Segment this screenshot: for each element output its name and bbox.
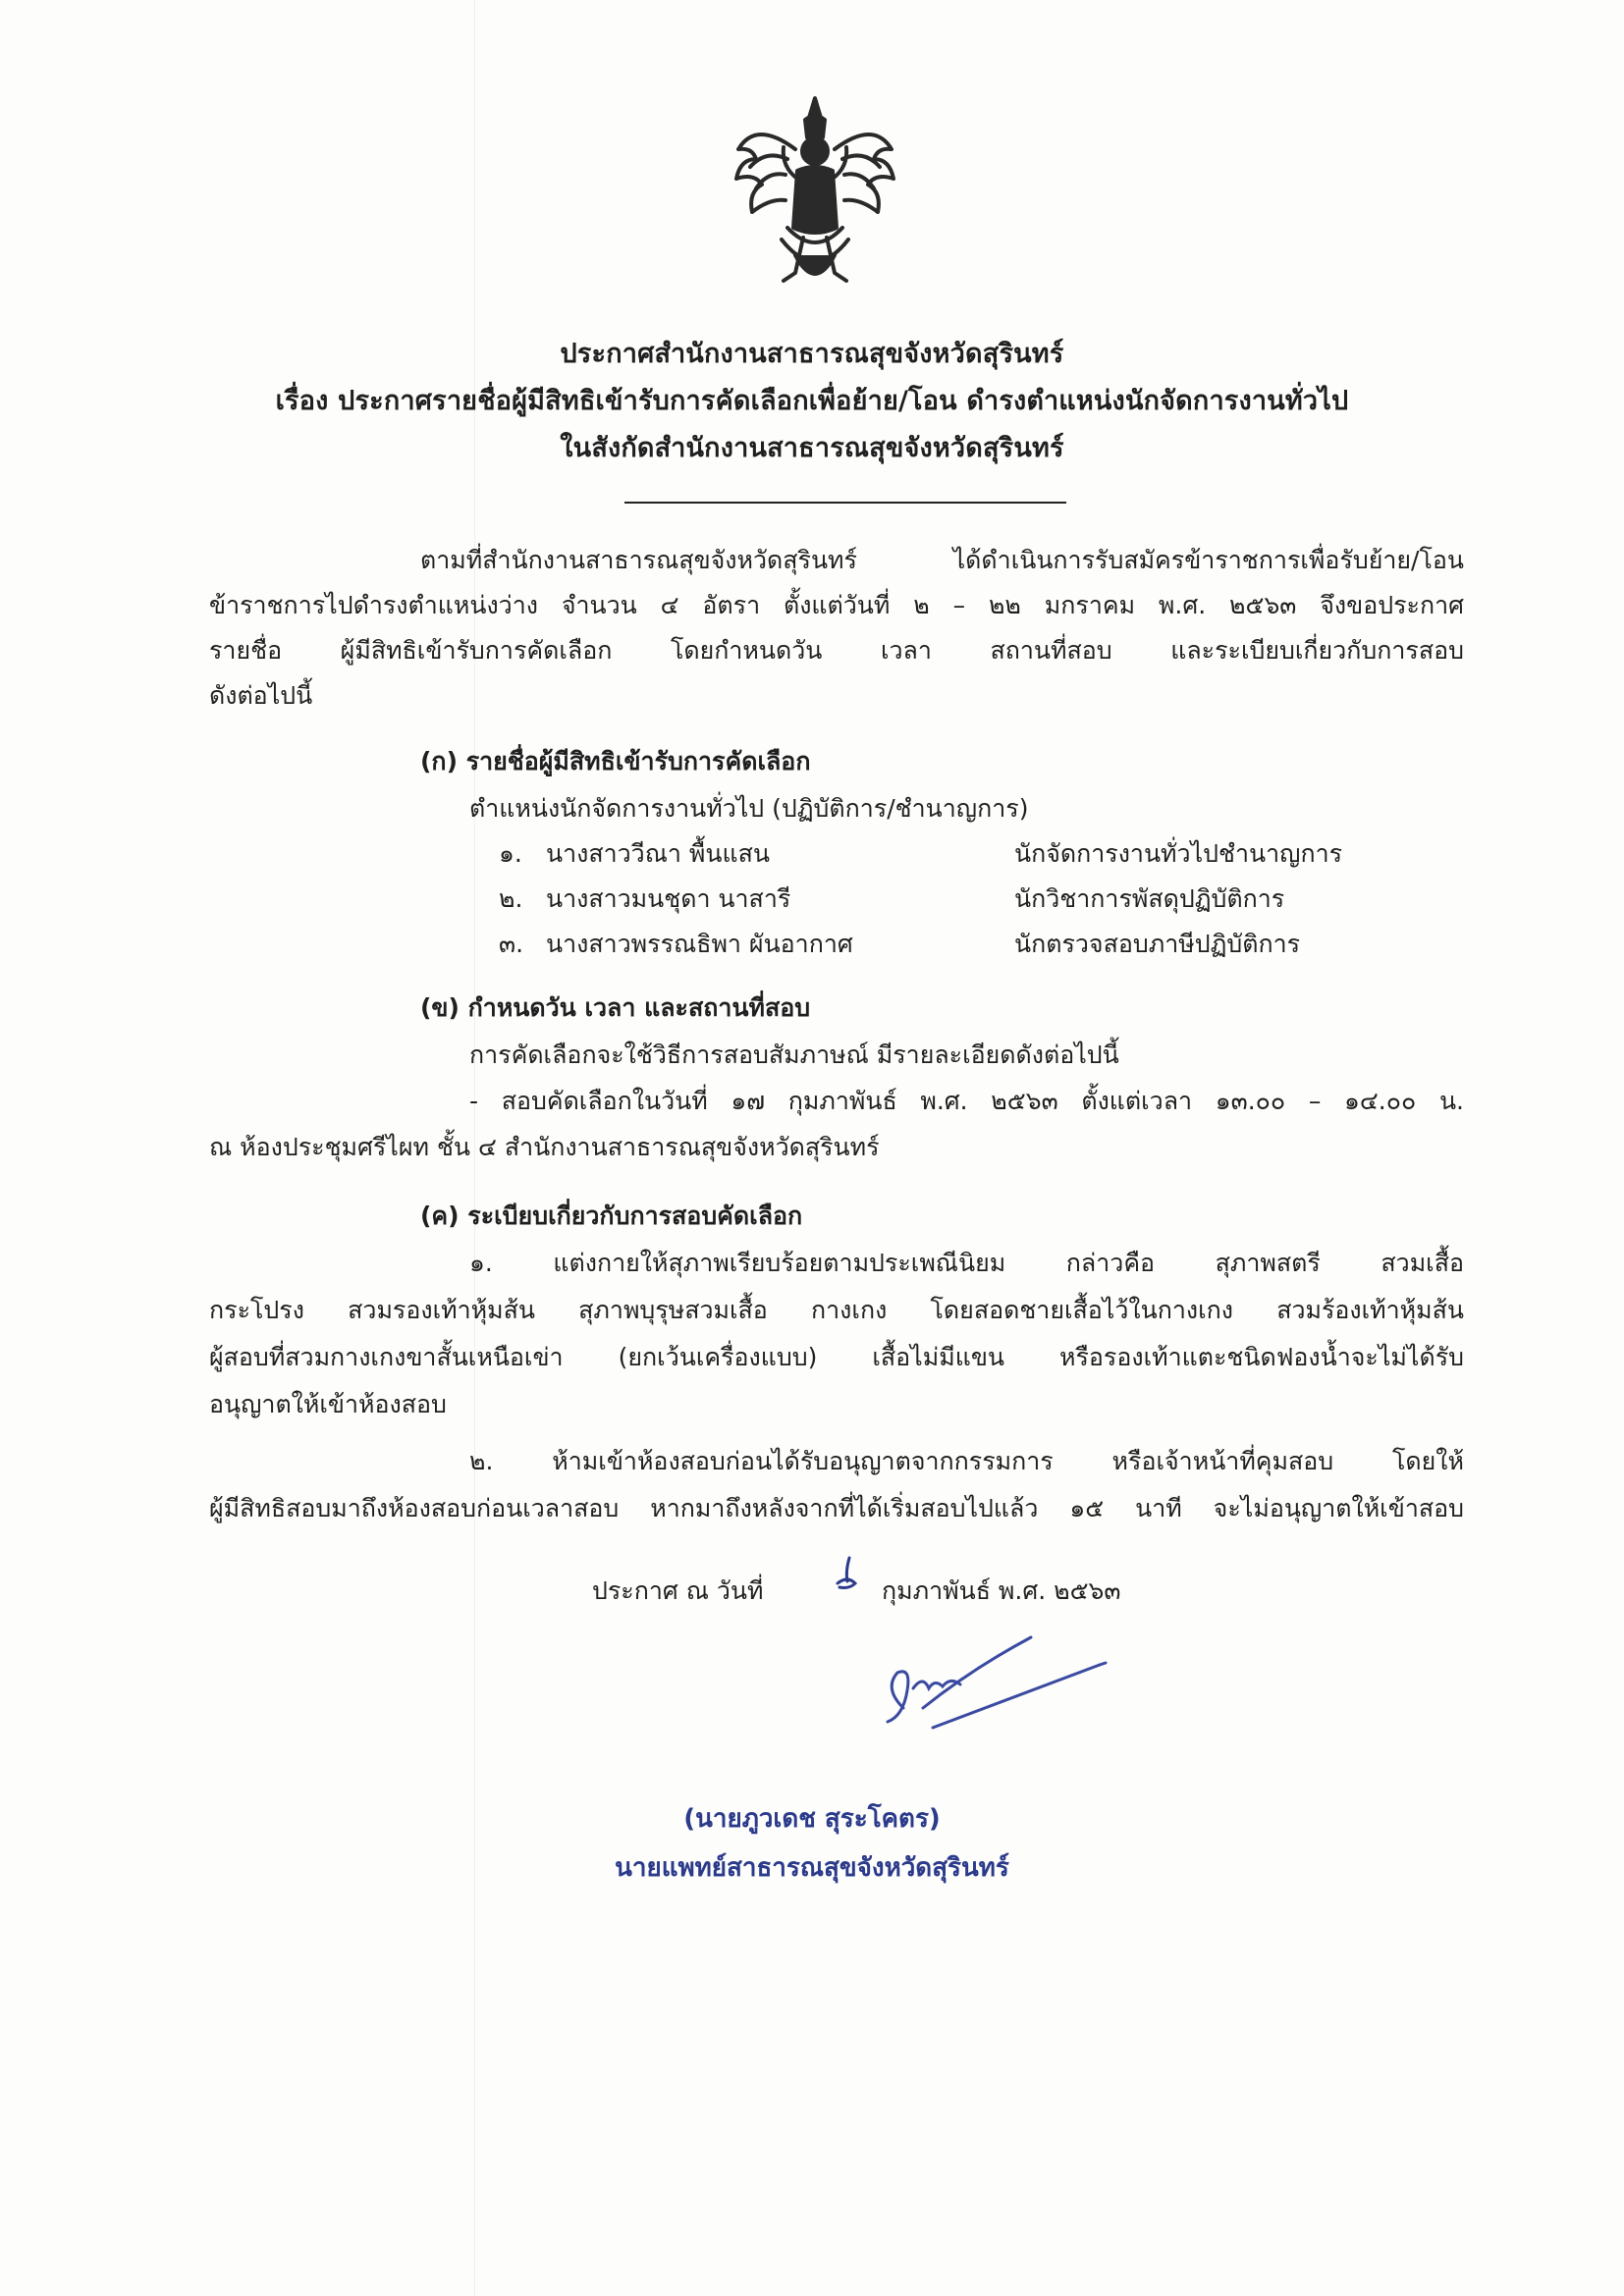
- signature-icon: [864, 1629, 1119, 1747]
- announce-prefix: ประกาศ ณ วันที่: [592, 1576, 764, 1605]
- rule-1-line-4: อนุญาตให้เข้าห้องสอบ: [209, 1390, 447, 1418]
- announce-suffix: กุมภาพันธ์ พ.ศ. ๒๕๖๓: [882, 1576, 1121, 1605]
- section-b-title: (ข) กำหนดวัน เวลา และสถานที่สอบ: [420, 993, 811, 1022]
- signer-title: นายแพทย์สาธารณสุขจังหวัดสุรินทร์: [615, 1853, 1009, 1883]
- candidate-2-name: นางสาวมนชุดา นาสารี: [546, 884, 791, 913]
- section-a-title: (ก) รายชื่อผู้มีสิทธิเข้ารับการคัดเลือก: [420, 747, 811, 775]
- header-divider: [624, 502, 1066, 504]
- intro-line-3: รายชื่อ ผู้มีสิทธิเข้ารับการคัดเลือก โดยกำหนดวัน เวลา สถานที่สอบ และระเบียบเกี่ยวกับการสอบ: [209, 636, 1464, 665]
- rule-1-line-2: กระโปรง สวมรองเท้าหุ้มส้น สุภาพบุรุษสวมเสื้อ กางเกง โดยสอดชายเสื้อไว้ในกางเกง สวมร้องเท้าหุ้มส้น: [209, 1296, 1464, 1324]
- handwritten-date-mark: [828, 1554, 867, 1593]
- rule-1-line-3: ผู้สอบที่สวมกางเกงขาสั้นเหนือเข่า (ยกเว้นเครื่องแบบ) เสื้อไม่มีแขน หรือรองเท้าแตะชนิดฟองน้ำจะไม่ได้รับ: [209, 1343, 1464, 1371]
- document-headline: ประกาศสำนักงานสาธารณสุขจังหวัดสุรินทร์: [560, 339, 1064, 369]
- candidate-2-num: ๒.: [499, 884, 523, 913]
- section-b-line-1: การคัดเลือกจะใช้วิธีการสอบสัมภาษณ์ มีรายละเอียดดังต่อไปนี้: [469, 1041, 1119, 1069]
- section-c-title: (ค) ระเบียบเกี่ยวกับการสอบคัดเลือก: [420, 1201, 803, 1230]
- section-b-line-3: ณ ห้องประชุมศรีไผท ชั้น ๔ สำนักงานสาธารณสุขจังหวัดสุรินทร์: [209, 1133, 880, 1161]
- candidate-1-num: ๑.: [499, 839, 522, 868]
- rule-2-line-1: ๒. ห้ามเข้าห้องสอบก่อนได้รับอนุญาตจากกรรมการ หรือเจ้าหน้าที่คุมสอบ โดยให้: [469, 1447, 1464, 1475]
- candidate-3-role: นักตรวจสอบภาษีปฏิบัติการ: [1014, 930, 1301, 958]
- intro-line-2: ข้าราชการไปดำรงตำแหน่งว่าง จำนวน ๔ อัตรา ตั้งแต่วันที่ ๒ – ๒๒ มกราคม พ.ศ. ๒๕๖๓ จึงขอประกาศ: [209, 591, 1464, 619]
- candidate-3-name: นางสาวพรรณธิพา ผันอากาศ: [546, 930, 853, 958]
- document-subject: เรื่อง ประกาศรายชื่อผู้มีสิทธิเข้ารับการคัดเลือกเพื่อย้าย/โอน ดำรงตำแหน่งนักจัดการงานทั่วไป: [275, 386, 1349, 416]
- signer-name: (นายภูวเดช สุระโคตร): [683, 1804, 941, 1834]
- candidate-1-role: นักจัดการงานทั่วไปชำนาญการ: [1014, 839, 1343, 868]
- section-b-line-2: - สอบคัดเลือกในวันที่ ๑๗ กุมภาพันธ์ พ.ศ. ๒๕๖๓ ตั้งแต่เวลา ๑๓.๐๐ – ๑๔.๐๐ น.: [469, 1087, 1464, 1115]
- candidate-1-name: นางสาววีณา พื้นแสน: [546, 839, 770, 868]
- document-subject-line2: ในสังกัดสำนักงานสาธารณสุขจังหวัดสุรินทร์: [560, 433, 1064, 463]
- candidate-2-role: นักวิชาการพัสดุปฏิบัติการ: [1014, 884, 1285, 913]
- intro-line-4: ดังต่อไปนี้: [209, 681, 313, 710]
- candidate-3-num: ๓.: [499, 930, 524, 958]
- garuda-emblem-icon: [727, 90, 903, 308]
- section-a-position: ตำแหน่งนักจัดการงานทั่วไป (ปฏิบัติการ/ชำนาญการ): [469, 794, 1029, 823]
- intro-line-1: ตามที่สำนักงานสาธารณสุขจังหวัดสุรินทร์ ได้ดำเนินการรับสมัครข้าราชการเพื่อรับย้าย/โอน: [420, 546, 1464, 574]
- rule-1-line-1: ๑. แต่งกายให้สุภาพเรียบร้อยตามประเพณีนิยม กล่าวคือ สุภาพสตรี สวมเสื้อ: [469, 1249, 1464, 1277]
- rule-2-line-2: ผู้มีสิทธิสอบมาถึงห้องสอบก่อนเวลาสอบ หากมาถึงหลังจากที่ได้เริ่มสอบไปแล้ว ๑๕ นาที จะไม่อนุญาตให้เข้าสอบ: [209, 1494, 1464, 1522]
